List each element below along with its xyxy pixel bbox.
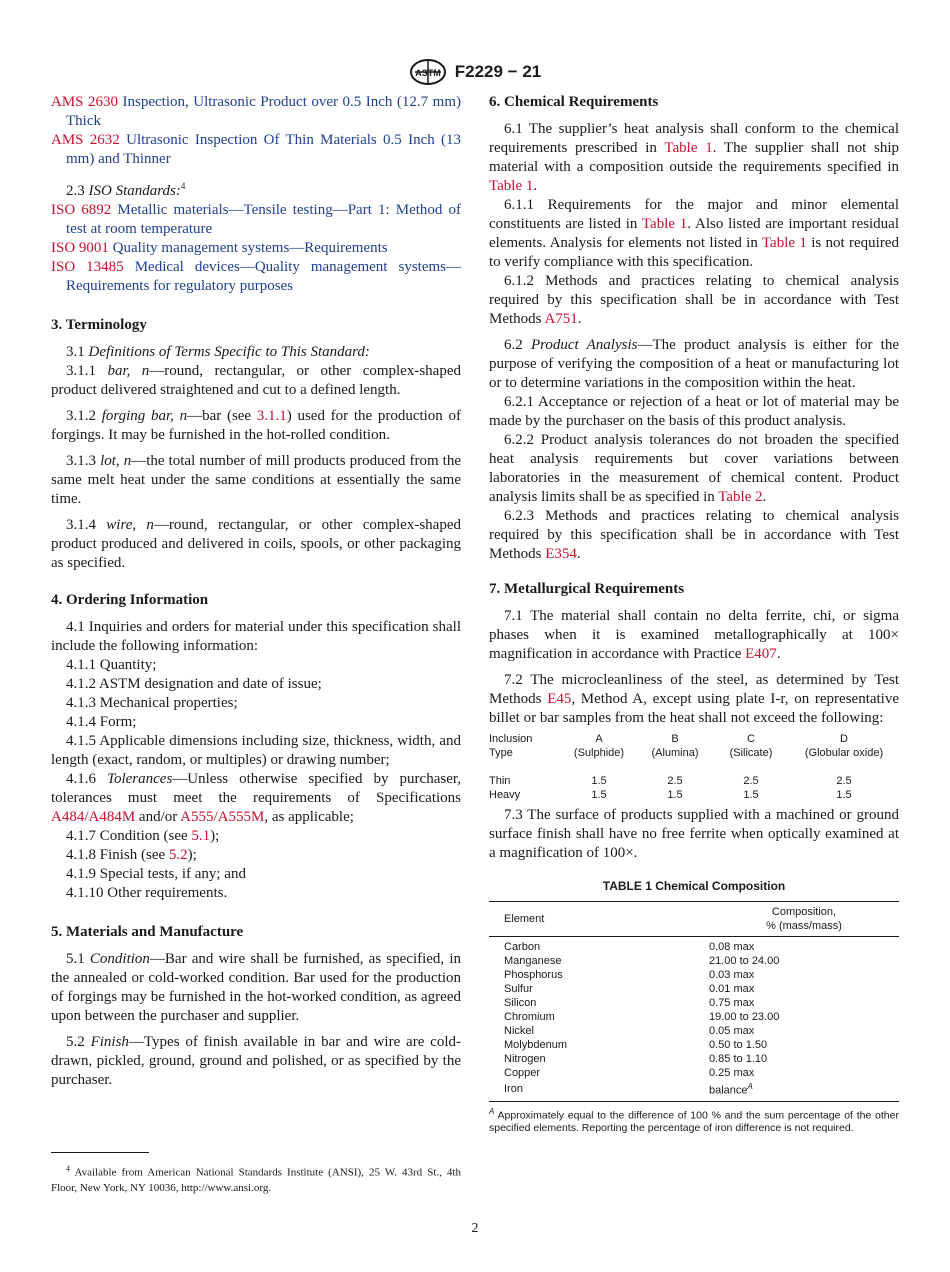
para-5-1: 5.1 Condition—Bar and wire shall be furnished, as specified, in the annealed or cold-worked condition. Bar used for the production of forgings may be furnished in the hot-worked condition, as agreed upon between the purchaser and supplier. (51, 951, 462, 1024)
link-a484[interactable]: A484/A484M (51, 809, 136, 825)
table-row: Type (Sulphide) (Alumina) (Silicate) (Globular oxide) (489, 747, 884, 759)
reference-iso-9001 (51, 239, 461, 258)
table-row: Inclusion A B C D (489, 733, 848, 745)
list-item: 4.1.8 Finish (see 5.2); (66, 847, 197, 863)
left-column (51, 93, 461, 1097)
page-number: 2 (471, 1221, 479, 1236)
link-e407[interactable]: E407 (745, 646, 777, 662)
svg-text:ASTM: ASTM (415, 68, 441, 78)
list-item: 4.1.5 Applicable dimensions including size, thickness, width, and length (exact, random, or multiples) or drawing number; (51, 733, 461, 768)
para-6-2-2: 6.2.2 Product analysis tolerances do not broaden the specified heat analysis requirements but cover variations between laboratories in the measurement of chemical content. Product analysis limits shall be as specified in Table 2. (489, 432, 899, 505)
para-7-3: 7.3 The surface of products supplied with a machined or ground surface finish shall have no free ferrite when optically examined at a magnification of 100×. (489, 807, 899, 861)
link-a555[interactable]: A555/A555M (180, 809, 265, 825)
section-6-heading: 6. Chemical Requirements (489, 94, 659, 110)
ref-code-link[interactable]: ISO 13485 (51, 259, 124, 275)
ref-title-link[interactable]: Ultrasonic Inspection Of Thin Materials 0.5 Inch (13 mm) and Thinner (66, 132, 462, 167)
link-table-2[interactable]: Table 2 (718, 489, 763, 505)
para-3-1-4: 3.1.4 wire, n—round, rectangular, or other complex-shaped product produced and delivered in coils, spools, or other packaging as specified. (51, 517, 461, 571)
table-row: Copper 0.25 max (504, 1067, 755, 1079)
link-5-2[interactable]: 5.2 (168, 847, 188, 863)
ref-code-link[interactable]: AMS 2630 (51, 94, 119, 110)
para-5-2: 5.2 Finish—Types of finish available in bar and wire are cold-drawn, pickled, ground, ground and polished, or as specified by the purchaser. (51, 1034, 462, 1088)
para-3-1: 3.1 Definitions of Terms Specific to This Standard: (66, 344, 370, 360)
reference-iso-6892 (51, 201, 461, 239)
para-3-1-2: 3.1.2 forging bar, n—bar (see 3.1.1) used for the production of forgings. It may be furnished in the hot-rolled condition. (51, 408, 461, 443)
table-row: Silicon 0.75 max (504, 997, 755, 1009)
footnote-4: $^4$ Available from American National Standards Institute (ANSI), 25 W. 43rd St., 4th Floor, New York, NY 10036, http://www.ansi.org. (51, 1164, 461, 1194)
section-7-heading: 7. Metallurgical Requirements (489, 581, 685, 597)
link-a751[interactable]: A751 (544, 311, 578, 327)
list-item: 4.1.1 Quantity; (66, 657, 157, 673)
para-6-1: 6.1 The supplier’s heat analysis shall conform to the chemical requirements prescribed in Table 1. The supplier shall not ship material with a composition outside the requirements specified in Table 1. (489, 121, 900, 194)
table-row: Chromium 19.00 to 23.00 (504, 1011, 780, 1023)
para-6-1-1: 6.1.1 Requirements for the major and minor elemental constituents are listed in Table 1. Also listed are important residual elements. Analysis for elements not listed in Table 1 is not required to verify compliance with this specification. (489, 197, 899, 270)
ref-title-link[interactable]: Metallic materials—Tensile testing—Part 1: Method of test at room temperature (66, 202, 462, 237)
column-header: Element (504, 913, 545, 925)
right-column (489, 93, 899, 1135)
page-header (0, 58, 950, 91)
table-row: Iron balance$^A$ (489, 1080, 899, 1101)
ref-title-link[interactable]: Inspection, Ultrasonic Product over 0.5 Inch (12.7 mm) Thick (66, 94, 462, 129)
list-item-tolerances: 4.1.6 Tolerances—Unless otherwise specified by purchaser, tolerances must meet the requirements of Specifications A484/A484M and/or A555/A555M, as applicable; (51, 771, 461, 825)
link-e45[interactable]: E45 (547, 691, 572, 707)
table-row: Sulfur 0.01 max (504, 983, 755, 995)
table-row: Nickel 0.05 max (504, 1025, 755, 1037)
link-5-1[interactable]: 5.1 (191, 828, 211, 844)
para-4-1: 4.1 Inquiries and orders for material under this specification shall include the following information: (51, 619, 461, 654)
section-5-heading: 5. Materials and Manufacture (51, 924, 244, 940)
reference-ams-2630 (51, 93, 461, 131)
chemical-composition-table (489, 901, 899, 1102)
para-7-1: 7.1 The material shall contain no delta ferrite, chi, or sigma phases when it is examined metallographically at 100× magnification in accordance with Practice E407. (489, 608, 899, 662)
ref-code-link[interactable]: ISO 6892 (51, 202, 112, 218)
list-item: 4.1.10 Other requirements. (66, 885, 228, 901)
ref-title-link[interactable]: Quality management systems—Requirements (112, 240, 388, 256)
list-item: 4.1.2 ASTM designation and date of issue; (66, 676, 322, 692)
list-item: 4.1.9 Special tests, if any; and (66, 866, 246, 882)
ref-code-link[interactable]: ISO 9001 (51, 240, 109, 256)
astm-logo-icon (409, 58, 447, 86)
table-row: Molybdenum 0.50 to 1.50 (504, 1039, 768, 1051)
section-3-heading: 3. Terminology (51, 317, 147, 333)
para-6-2-1: 6.2.1 Acceptance or rejection of a heat or lot of material may be made by the purchaser on the basis of this product analysis. (489, 394, 899, 429)
para-7-2: 7.2 The microcleanliness of the steel, as determined by Test Methods E45, Method A, except using plate I-r, on representative billet or bar samples from the heat shall not exceed the following: (489, 672, 900, 726)
ref-code-link[interactable]: AMS 2632 (51, 132, 120, 148)
table-row: Nitrogen 0.85 to 1.10 (504, 1053, 768, 1065)
para-6-2: 6.2 Product Analysis—The product analysis is either for the purpose of verifying the composition of a heat or manufacturing lot or to determine variations in the composition within the heat. (489, 337, 899, 391)
reference-iso-13485 (51, 258, 461, 296)
table-row: Carbon 0.08 max (504, 941, 755, 953)
link-e354[interactable]: E354 (545, 546, 577, 562)
table-1-footnote: $^A$ Approximately equal to the difference of 100 % and the sum percentage of the other specified elements. Reporting the percentage of iron difference is not required. (489, 1106, 899, 1135)
reference-ams-2632 (51, 131, 461, 169)
link-table-1[interactable]: Table 1 (489, 178, 534, 194)
para-6-2-3: 6.2.3 Methods and practices relating to chemical analysis required by this specification shall be in accordance with Test Methods E354. (489, 508, 899, 562)
section-4-heading: 4. Ordering Information (51, 592, 209, 608)
iso-standards-heading: 2.3 ISO Standards:$^4$ (66, 181, 186, 199)
para-3-1-1: 3.1.1 bar, n—round, rectangular, or other complex-shaped product delivered straightened and cut to a defined length. (51, 363, 461, 398)
footnote-rule (51, 1152, 149, 1153)
table-row: Thin 1.5 2.5 2.5 2.5 (489, 775, 852, 787)
para-6-1-2: 6.1.2 Methods and practices relating to chemical analysis required by this specification shall be in accordance with Test Methods A751. (489, 273, 899, 327)
inclusion-table (489, 732, 899, 802)
ref-title-link[interactable]: Medical devices—Quality management systems—Requirements for regulatory purposes (66, 259, 461, 294)
link-table-1[interactable]: Table 1 (664, 140, 713, 156)
list-item: 4.1.7 Condition (see 5.1); (66, 828, 220, 844)
table-row: Manganese 21.00 to 24.00 (504, 955, 780, 967)
column-header: Composition, % (mass/mass) (766, 906, 842, 932)
link-3-1-1[interactable]: 3.1.1 (256, 408, 287, 424)
list-item: 4.1.3 Mechanical properties; (66, 695, 238, 711)
link-table-1[interactable]: Table 1 (641, 216, 688, 232)
table-1-title: TABLE 1 Chemical Composition (602, 879, 786, 893)
document-id: F2229 − 21 (454, 62, 542, 81)
para-3-1-3: 3.1.3 lot, n—the total number of mill products produced from the same melt heat under the same conditions at essentially the same time. (51, 453, 462, 507)
table-header-row (489, 902, 899, 937)
table-row: Heavy 1.5 1.5 1.5 1.5 (489, 789, 852, 801)
table-row: Phosphorus 0.03 max (504, 969, 755, 981)
link-table-1[interactable]: Table 1 (761, 235, 807, 251)
list-item: 4.1.4 Form; (66, 714, 137, 730)
